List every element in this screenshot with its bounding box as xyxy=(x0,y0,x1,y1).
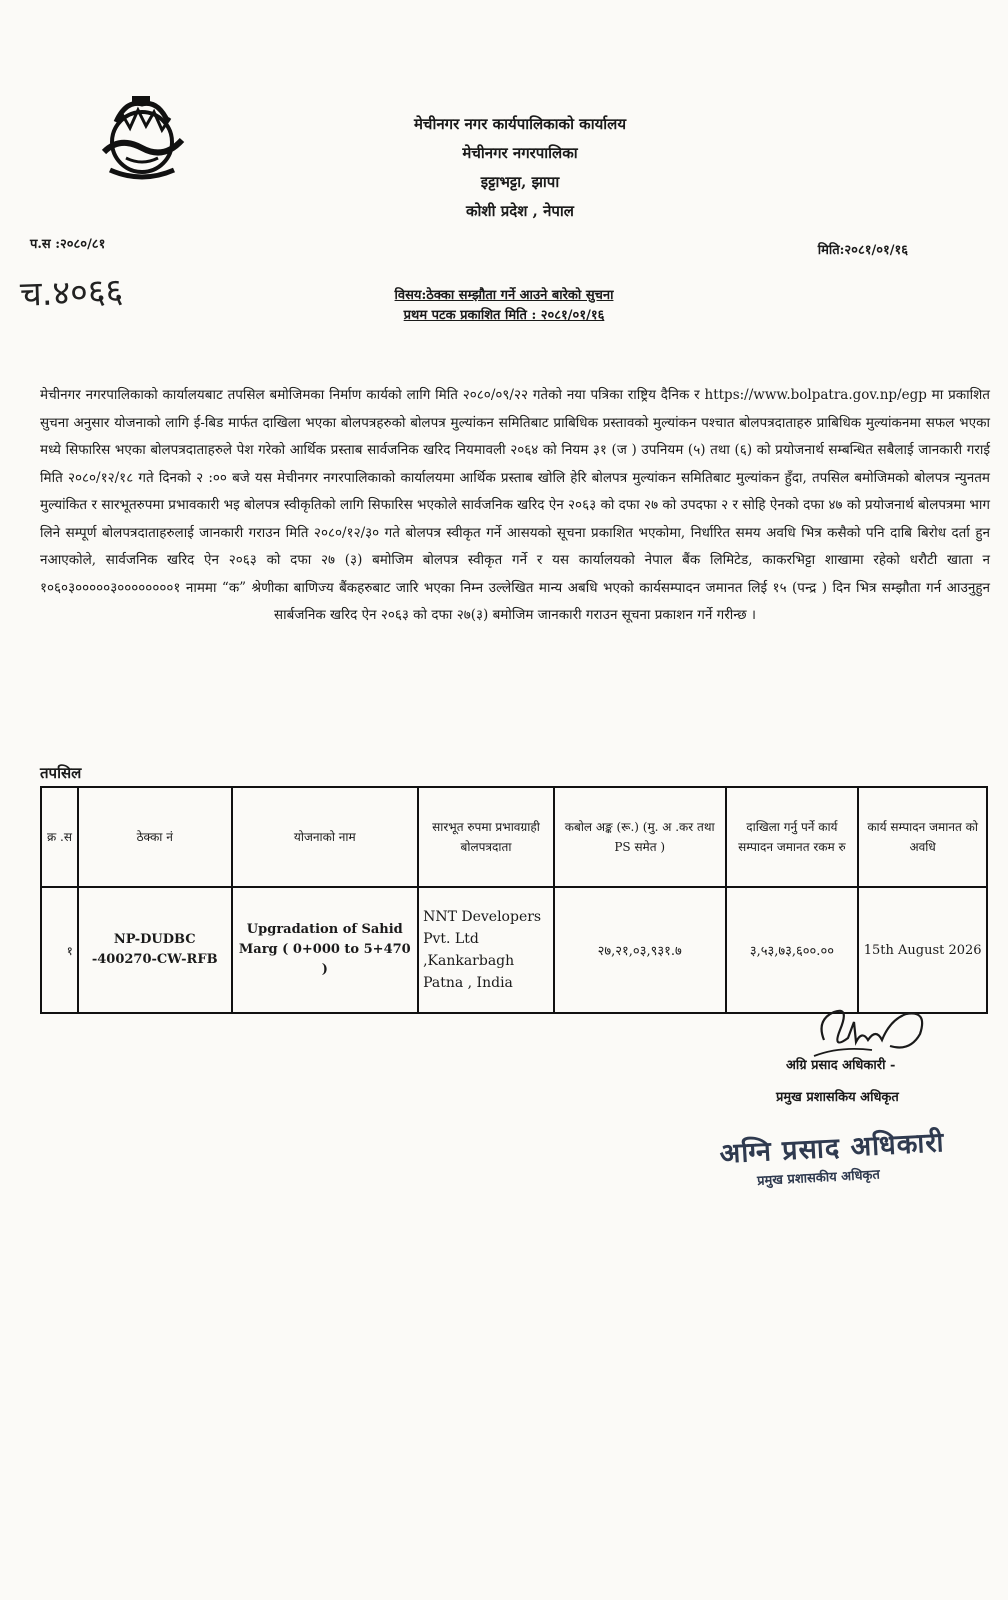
signatory-name: अग्रि प्रसाद अधिकारी - xyxy=(786,1058,896,1073)
nepal-emblem-icon xyxy=(86,92,198,184)
municipality-name: मेचीनगर नगरपालिका xyxy=(462,144,578,162)
office-address: इट्टाभट्टा, झापा xyxy=(480,173,560,191)
col-header-bid-amount: कबोल अङ्क (रू.) (मु. अ .कर तथा PS समेत ) xyxy=(554,787,726,887)
subject-block xyxy=(0,286,1008,326)
first-published-date: प्रथम पटक प्रकाशित मिति : २०८१/०१/१६ xyxy=(403,308,605,323)
col-header-project-name: योजनाको नाम xyxy=(232,787,419,887)
handwritten-signature xyxy=(810,1000,930,1060)
stamp-title: प्रमुख प्रशासकीय अधिकृत xyxy=(756,1167,881,1189)
office-header xyxy=(300,110,740,226)
cell-security-amount: ३,५३,७३,६००.०० xyxy=(726,887,859,1013)
cell-bidder: NNT Developers Pvt. Ltd ,Kankarbagh Patna , India xyxy=(418,887,554,1013)
province-country: कोशी प्रदेश , नेपाल xyxy=(466,202,574,220)
dispatch-number: च.४०६६ xyxy=(19,271,124,315)
issue-date: मिति:२०८१/०१/१६ xyxy=(817,243,908,258)
col-header-sn: क्र .स xyxy=(41,787,78,887)
table-title: तपसिल xyxy=(40,764,82,782)
notice-body: मेचीनगर नगरपालिकाको कार्यालयबाट तपसिल बमोजिमका निर्माण कार्यको लागि मिति २०८०/०९/२२ गतेको नया पत्रिका राष्ट्रिय दैनिक र https://www.bolpatra.gov.np/egp मा प्रकाशित सुचना अनुसार योजनाको लागि ई-बिड मार्फत दाखिला भएका बोलपत्रहरुको बोलपत्र मुल्यांकन समितिबाट प्राबिधिक प्रस्तावको मुल्यांकन पश्चात बोलपत्रदाताहरु प्राबिधिक मुल्यांकनमा सफल भएका मध्ये सिफारिस भएका बोलपत्रदाताहरुले पेश गरेको आर्थिक प्रस्ताब सार्वजनिक खरिद नियमावली २०६४ को नियम ३१ (ज ) उपनियम (५) तथा (६) को प्रयोजनार्थ सम्बन्धित सबैलाई जानकारी गराई मिति २०८०/१२/१८ गते दिनको २ :०० बजे यस मेचीनगर नगरपालिकाको कार्यालयमा आर्थिक प्रस्ताब खोलि हेरि बोलपत्र मुल्यांकन समितिबाट मुल्यांकन हुँदा, तपसिल बमोजिमको बोलपत्र न्युनतम मुल्यांकित र सारभूतरुपमा प्रभावकारी भइ बोलपत्र स्वीकृतिको लागि सिफारिस भएकोले सार्वजनिक खरिद ऐन २०६३ को दफा २७ को उपदफा २ र सोहि ऐनको दफा ४७ को प्रयोजनार्थ बोलपत्रमा भाग लिने सम्पूर्ण बोलपत्रदाताहरुलाई जानकारी गराउन मिति २०८०/१२/३० गते बोलपत्र स्वीकृत गर्ने आसयको सूचना प्रकाशित भएकोमा, निर्धारित समय अवधि भित्र कसैको पनि दाबि बिरोध दर्ता हुन नआएकोले, सार्वजनिक खरिद ऐन २०६३ को दफा २७ (३) बमोजिम बोलपत्र स्वीकृत गर्ने र यस कार्यालयको नेपाल बैंक लिमिटेड, काकरभिट्टा शाखामा रहेको धरौटी खाता न १०६०३०००००३००००००००१ नाममा “क” श्रेणीका बाणिज्य बैंकहरुबाट जारि भएका निम्न उल्लेखित मान्य अबधि भएको कार्यसम्पादन जमानत लिई १५ (पन्द्र ) दिन भित्र सम्झौता गर्न आउनुहुन सार्बजनिक खरिद ऐन २०६३ को दफा २७(३) बमोजिम जानकारी गराउन सूचना प्रकाशन गर्ने गरीन्छ । xyxy=(40,387,990,623)
cell-validity: 15th August 2026 xyxy=(858,887,987,1013)
cell-bid-amount: २७,२१,०३,९३१.७ xyxy=(554,887,726,1013)
reference-number: प.स :२०८०/८१ xyxy=(30,237,106,252)
col-header-validity: कार्य सम्पादन जमानत को अवधि xyxy=(858,787,987,887)
cell-project-name: Upgradation of Sahid Marg ( 0+000 to 5+470 ) xyxy=(232,887,419,1013)
contract-table xyxy=(40,786,988,1014)
table-row xyxy=(41,887,987,1013)
col-header-bidder: सारभूत रुपमा प्रभावग्राही बोलपत्रदाता xyxy=(418,787,554,887)
table-header-row xyxy=(41,787,987,887)
cell-contract-no: NP-DUDBC -400270-CW-RFB xyxy=(78,887,232,1013)
signatory-title: प्रमुख प्रशासकिय अधिकृत xyxy=(776,1090,899,1105)
subject-title: विसय:ठेक्का सम्झौता गर्ने आउने बारेको सुचना xyxy=(394,288,614,303)
official-stamp xyxy=(719,1122,947,1191)
office-name: मेचीनगर नगर कार्यपालिकाको कार्यालय xyxy=(413,115,627,133)
stamp-name: अग्नि प्रसाद अधिकारी xyxy=(718,1127,946,1170)
col-header-contract-no: ठेक्का नं xyxy=(78,787,232,887)
col-header-security-amount: दाखिला गर्नु पर्ने कार्य सम्पादन जमानत रकम रु xyxy=(726,787,859,887)
cell-sn: १ xyxy=(41,887,78,1013)
